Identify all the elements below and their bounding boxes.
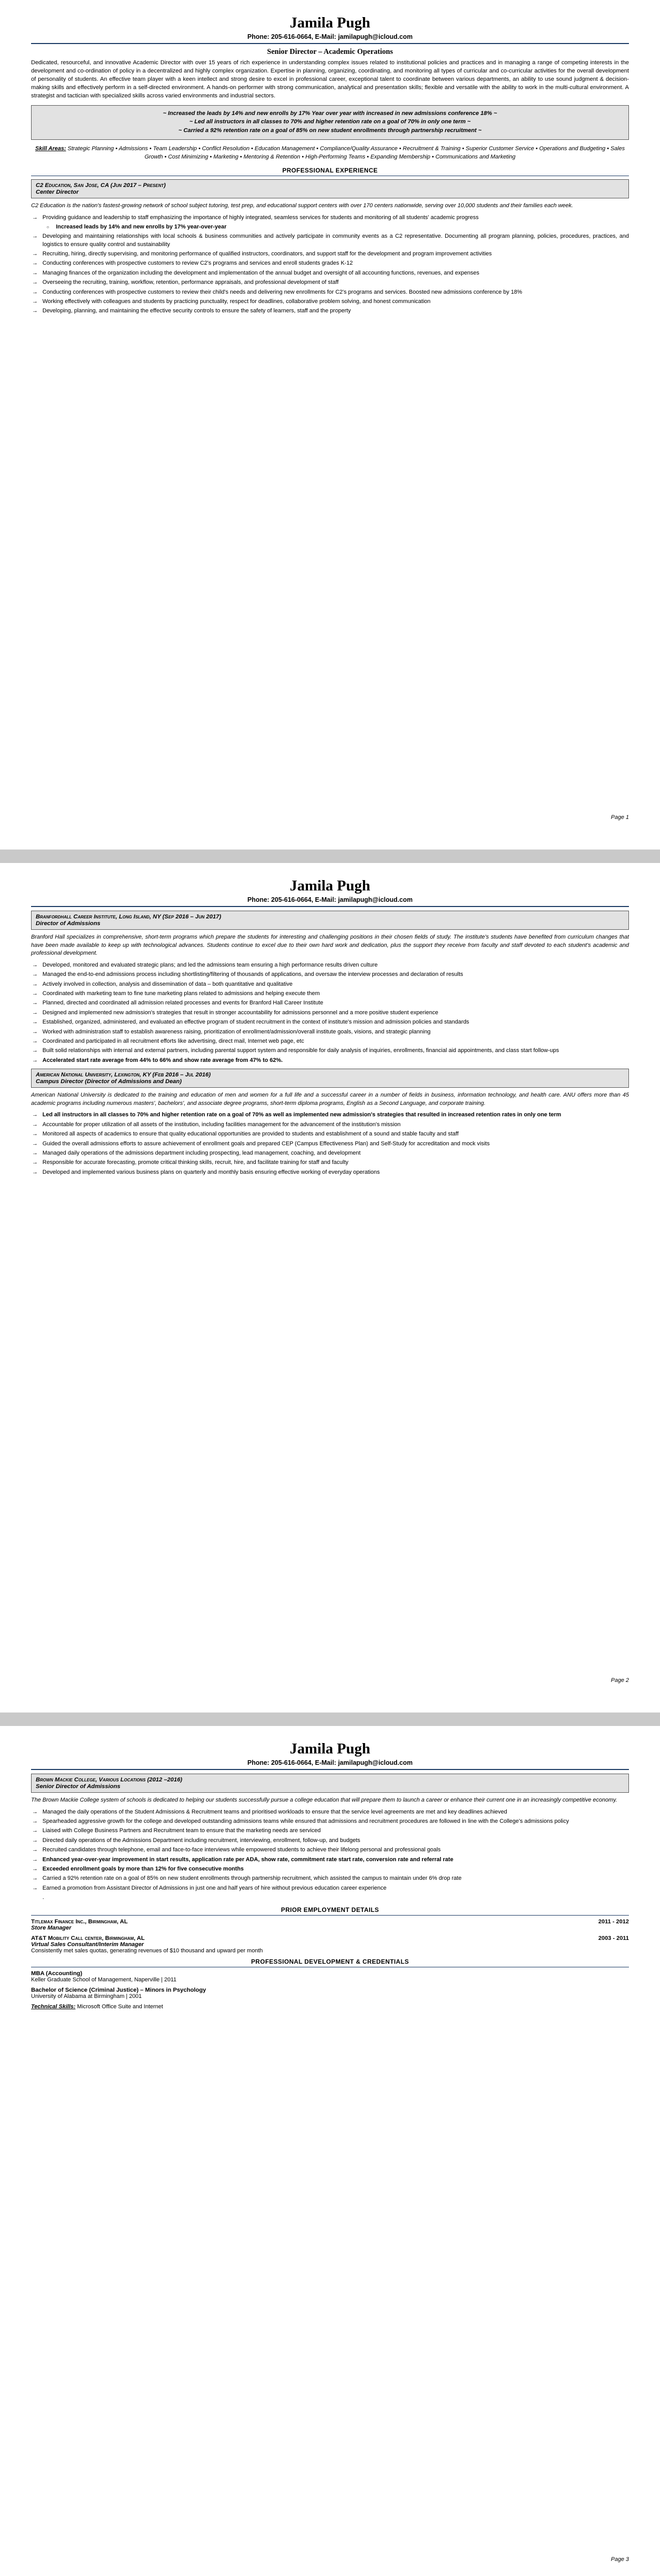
list-item: → Exceeded enrollment goals by more than 12% for five consecutive months [31, 1865, 629, 1873]
header-divider [31, 906, 629, 907]
header-divider [31, 43, 629, 44]
page-title: Jamila Pugh [289, 1740, 371, 1757]
job-role-branford: Director of Admissions [36, 920, 100, 927]
page-number-3: Page 3 [611, 2556, 629, 2563]
section-heading-education: PROFESSIONAL DEVELOPMENT & CREDENTIALS [251, 1958, 409, 1965]
prior-entry-2 [31, 1935, 629, 1954]
highlight-2: ~ Led all instructors in all classes to 70% and higher retention rate on a goal of 70% in only one term ~ [189, 119, 471, 125]
list-item: → Built solid relationships with internal and external partners, including parental support system and responsible for daily analysis of inquiries, enrollments, financial aid appointments, and class start follow-ups [31, 1047, 629, 1055]
list-item: → Planned, directed and coordinated all admission related processes and events for Branford Hall Career Institute [31, 999, 629, 1007]
job-bullets-anu [31, 1111, 629, 1176]
prior-employer: AT&T Mobility Call center, Birmingham, AL [31, 1935, 145, 1941]
page-number-2: Page 2 [611, 1677, 629, 1683]
list-item: → Accountable for proper utilization of all assets of the institution, including facilities management for the advancement of the institution's mission [31, 1121, 629, 1129]
list-item: → Earned a promotion from Assistant Director of Admissions in just one and half years of hire without previous education career experience [31, 1884, 629, 1892]
highlight-3: ~ Carried a 92% retention rate on a goal of 85% on new student enrollments through partnership recruitment ~ [178, 127, 482, 134]
list-item: → Managed daily operations of the admissions department including prospecting, lead management, coaching, and development [31, 1149, 629, 1157]
list-item: → Liaised with College Business Partners and Recruitment team to ensure that the marketing needs are serviced [31, 1827, 629, 1835]
list-item-spacer: . [42, 1894, 45, 1901]
list-item: → Monitored all aspects of academics to ensure that quality educational opportunities are provided to students and establishment of a sound and stable faculty and staff [31, 1130, 629, 1138]
page-2 [0, 863, 660, 1712]
page-1 [0, 0, 660, 850]
page-break-1 [0, 850, 660, 863]
list-item: → Recruited candidates through telephone, email and face-to-face interviews while empowered students to achieve their lifelong personal and professional goals [31, 1846, 629, 1854]
prior-divider [31, 1915, 629, 1916]
education-entry-1 [31, 1970, 629, 1983]
page-break-2 [0, 1712, 660, 1726]
job-bullets-branford [31, 961, 629, 1064]
job-company-anu: American National University, Lexington, KY (Feb 2016 – Jul 2016) [36, 1072, 211, 1078]
header-divider [31, 1769, 629, 1770]
job-description-c2: C2 Education is the nation's fastest-growing network of school subject tutoring, test prep, and educational support centers with over 170 centers nationwide, serving over 10,000 students and their families each week. [31, 202, 574, 209]
list-item: → Spearheaded aggressive growth for the college and developed outstanding admissions teams while ensured that admissions and recruitment procedures are followed in line with the College's admissions policy [31, 1818, 629, 1825]
contact-line: Phone: 205-616-0664, E-Mail: jamilapugh@icloud.com [247, 1759, 413, 1766]
list-item: → Developing and maintaining relationships with local schools & business communities and actively participate in community events as a C2 representative. Documenting all program planning, policies, procedures, practices, and logistics to ensure quality control and sustainability [31, 233, 629, 249]
list-item: → Recruiting, hiring, directly supervising, and monitoring performance of qualified instructors, coordinators, and support staff for the development and program improvement activities [31, 250, 629, 258]
list-item: → Overseeing the recruiting, training, workflow, retention, performance appraisals, and professional development of staff [31, 279, 629, 286]
prior-employer: Titlemax Finance Inc., Birmingham, AL [31, 1918, 128, 1925]
list-item: → Developing, planning, and maintaining the effective security controls to ensure the safety of learners, staff and the property [31, 307, 629, 315]
prior-title: Virtual Sales Consultant/Interim Manager [31, 1941, 144, 1948]
page-number-1: Page 1 [611, 814, 629, 821]
list-item: → Conducting conferences with prospective customers to review C2's programs and services and enroll students grades K-12 [31, 260, 629, 267]
list-item: → Providing guidance and leadership to staff emphasizing the importance of highly integrated, seamless services for students and monitoring of all students' academic progress [31, 214, 629, 222]
list-item: → Responsible for accurate forecasting, promote critical thinking skills, recruit, hire, and facilitate training for staff and faculty [31, 1159, 629, 1167]
technical-skills-label: Technical Skills: [31, 2003, 76, 2010]
section-heading-experience: PROFESSIONAL EXPERIENCE [282, 166, 378, 174]
key-highlights-box [31, 105, 629, 140]
professional-summary: Dedicated, resourceful, and innovative Academic Director with over 15 years of rich experience in understanding complex issues related to institutional policies and practices and in managing a range of competing interests in the development and co-ordination of policy in a decentralized and highly complex organization. Expertise in planning, organizing, coordinating, and monitoring all types of curricular and co-curricular activities for the overall development of personality of students. An effective team player with a keen intellect and strong desire to excel in professional career, exceptional talent to coordinate between various departments, an ability to use sound judgment & decision-making skills and effectively perform in a self-directed environment. A hands-on performer with strong communication, analytical and presentation skills; flexible and versatile with the ability to work in the multi-cultural environment. A strategist and tactician with specialized skills across varied environments and industrial sectors. [31, 60, 629, 99]
highlight-1: ~ Increased the leads by 14% and new enrolls by 17% Year over year with increased in new admissions conference 18% ~ [163, 110, 497, 117]
technical-skills [31, 2004, 629, 2010]
page-3 [0, 1726, 660, 2576]
list-item: → Worked with administration staff to establish awareness raising, prioritization of enrollment/admission/overall institute goals, visions, and strategic planning [31, 1028, 629, 1036]
job-header-branford [31, 911, 629, 930]
contact-line: Phone: 205-616-0664, E-Mail: jamilapugh@icloud.com [247, 896, 413, 903]
prior-desc: Consistently met sales quotas, generating revenues of $10 thousand and upward per month [31, 1947, 263, 1954]
prior-entry-1 [31, 1919, 629, 1931]
list-item: → Established, organized, administered, and evaluated an effective program of student recruitment in the context of institute's mission and admission policies and standards [31, 1018, 629, 1026]
job-header-anu [31, 1069, 629, 1088]
list-item: → Enhanced year-over-year improvement in start results, application rate per ADA, show rate, commitment rate start rate, conversion rate and referral rate [31, 1856, 629, 1864]
list-item: → Designed and implemented new admission's strategies that result in stronger accountability for admissions personnel and a more positive student experience [31, 1009, 629, 1017]
job-description-branford: Branford Hall specializes in comprehensive, short-term programs which prepare the students for interesting and challenging positions in their chosen fields of study. The institute's students have benefited from curriculum changes that have been made available to keep up with technological advances. Students continue to excel due to their own hard work and dedication, plus the support they receive from faculty and staff devoted to each student's academic and professional development. [31, 934, 629, 957]
page-title: Jamila Pugh [289, 877, 371, 894]
prior-title: Store Manager [31, 1924, 71, 1931]
skill-areas [31, 145, 629, 162]
job-bullets-c2 [31, 214, 629, 315]
technical-skills-text: Microsoft Office Suite and Internet [77, 2003, 163, 2010]
skill-areas-text: Strategic Planning • Admissions • Team Leadership • Conflict Resolution • Education Management • Compliance/Quality Assurance • Recruitment & Training • Superior Customer Service • Operations and Budgeting • Sales Growth • Cost Minimizing • Marketing • Mentoring & Retention • High-Performing Teams • Expanding Membership • Communications and Marketing [67, 145, 625, 161]
list-item: → Managed the end-to-end admissions process including shortlisting/filtering of thousands of applications, and oversaw the interview processes and declaration of results [31, 971, 629, 978]
job-role-brownmackie: Senior Director of Admissions [36, 1783, 121, 1790]
job-role-c2: Center Director [36, 189, 79, 195]
job-header-c2 [31, 179, 629, 198]
list-item: → Guided the overall admissions efforts to assure achievement of enrollment goals and prepared CEP (Campus Effectiveness Plan) and Self-Study for accreditation and mock visits [31, 1140, 629, 1148]
list-item: → Coordinated with marketing team to fine tune marketing plans related to admissions and helping execute them [31, 990, 629, 998]
list-item: → Managed the daily operations of the Student Admissions & Recruitment teams and prioritised workloads to ensure that the service level agreements are met and key deadlines achieved [31, 1808, 629, 1816]
education-degree: MBA (Accounting) [31, 1970, 82, 1977]
list-item: → Developed, monitored and evaluated strategic plans; and led the admissions team ensuring a high performance results driven culture [31, 961, 629, 969]
list-item: → Carried a 92% retention rate on a goal of 85% on new student enrollments through partnership recruitment, which assisted the campus to maintain under 6% drop rate [31, 1875, 629, 1882]
list-item: → Coordinated and participated in all recruitment efforts like advertising, direct mail, Internet web page, etc [31, 1038, 629, 1045]
list-item: → Developed and implemented various business plans on quarterly and monthly basis ensuring effective working of everyday operations [31, 1169, 629, 1176]
section-heading-prior: PRIOR EMPLOYMENT DETAILS [281, 1906, 379, 1913]
job-title-heading: Senior Director – Academic Operations [267, 48, 393, 56]
list-item: → Led all instructors in all classes to 70% and higher retention rate on a goal of 70% as well as implemented new admission's strategies that resulted in increased retention rates in only one term [31, 1111, 629, 1119]
job-description-brownmackie: The Brown Mackie College system of schools is dedicated to helping our students successfully pursue a college education that will prepare them to launch a career or enhance their current one in an increasingly competitive economy. [31, 1797, 618, 1803]
education-degree: Bachelor of Science (Criminal Justice) – Minors in Psychology [31, 1987, 207, 1993]
job-description-anu: American National University is dedicated to the training and education of men and women for a full life and a successful career in a number of fields in business, information technology, and health care. ANU offers more than 45 academic programs including numerous masters', bachelors', and associate degree programs, short-term diploma programs, English as a Second Language, and corporate training. [31, 1092, 629, 1106]
list-item: → Managing finances of the organization including the development and implementation of the annual budget and oversight of all accounting functions, revenues, and expenses [31, 269, 629, 277]
education-school: University of Alabama at Birmingham | 2001 [31, 1993, 142, 1999]
job-bullets-brownmackie [31, 1808, 629, 1902]
job-company-branford: Branfordhall Career Institute, Long Island, NY (Sep 2016 – Jun 2017) [36, 914, 222, 920]
contact-line: Phone: 205-616-0664, E-Mail: jamilapugh@icloud.com [247, 33, 413, 40]
skill-areas-label: Skill Areas: [35, 145, 66, 152]
education-school: Keller Graduate School of Management, Naperville | 2011 [31, 1976, 177, 1983]
list-item: → Accelerated start rate average from 44% to 66% and show rate average from 47% to 62%. [31, 1057, 629, 1064]
job-header-brownmackie [31, 1774, 629, 1793]
list-item: → Actively involved in collection, analysis and dissemination of data – both quantitative and qualitative [31, 981, 629, 988]
list-item: → Directed daily operations of the Admissions Department including recruitment, interviewing, enrollment, follow-up, and budgets [31, 1837, 629, 1845]
list-item: → Conducting conferences with prospective customers to review their child's needs and delivering new enrollments for C2's programs and services. Boosted new admissions conference by 18% [31, 289, 629, 296]
prior-dates: 2003 - 2011 [598, 1935, 629, 1941]
job-company-brownmackie: Brown Mackie College, Various Locations (2012 –2016) [36, 1777, 183, 1783]
education-entry-2 [31, 1987, 629, 1999]
prior-dates: 2011 - 2012 [598, 1918, 629, 1925]
job-role-anu: Campus Director (Director of Admissions and Dean) [36, 1078, 182, 1085]
job-company-c2: C2 Education, San Jose, CA (Jun 2017 – Present) [36, 182, 166, 189]
list-item: → Working effectively with colleagues and students by practicing punctuality, respect for deadlines, collaborative problem solving, and honest communication [31, 298, 629, 306]
page-title: Jamila Pugh [289, 15, 371, 31]
list-item: ○ Increased leads by 14% and new enrolls by 17% year-over-year [31, 223, 629, 231]
